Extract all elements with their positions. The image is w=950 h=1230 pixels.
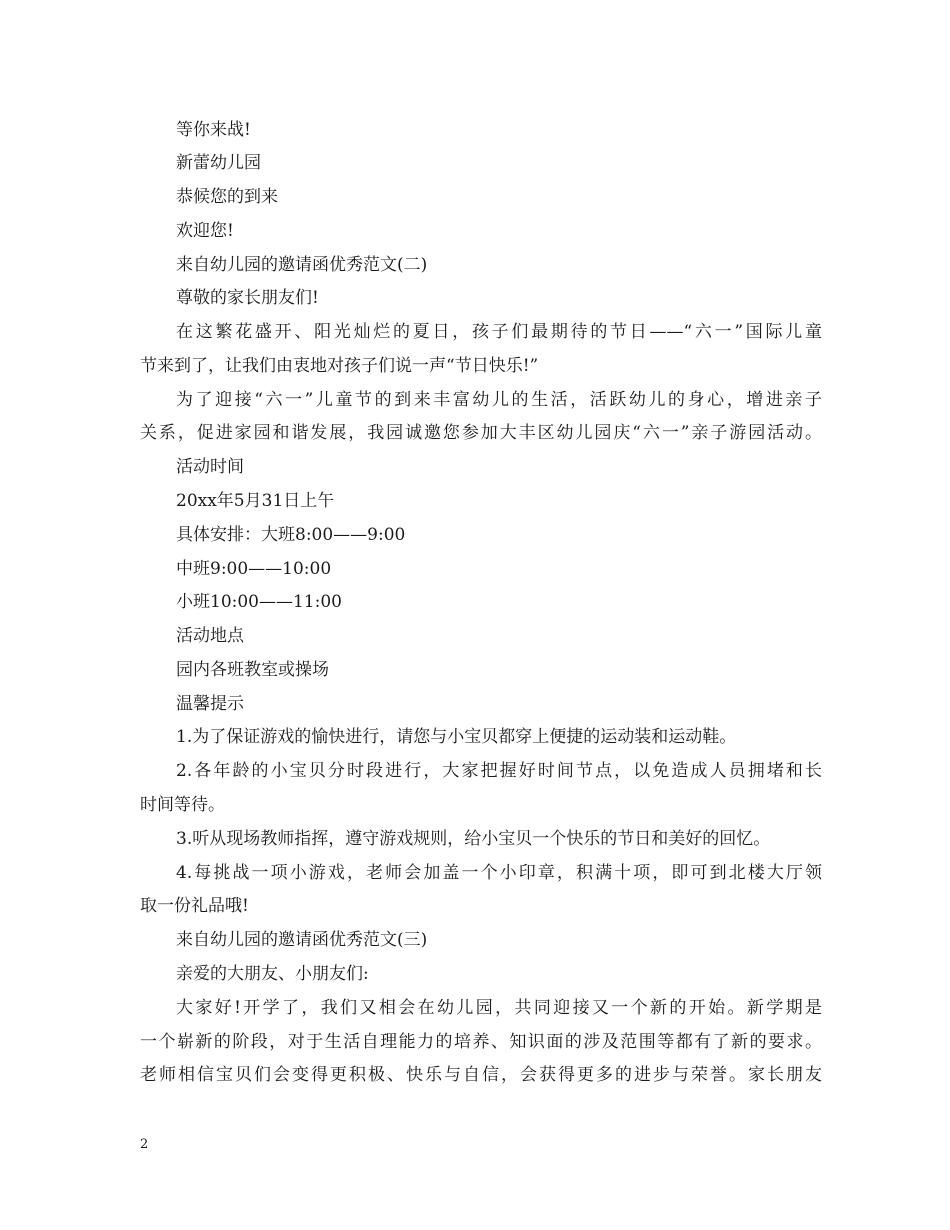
schedule-middle-class: 中班9:00——10:00 [176, 559, 332, 579]
reminder-4: 4.每挑战一项小游戏，老师会加盖一个小印章，积满十项，即可到北楼大厅领 [176, 863, 822, 883]
activity-location: 园内各班教室或操场 [176, 660, 329, 680]
closing-line-welcome: 欢迎您! [176, 221, 234, 241]
reminder-4-cont: 取一份礼品哦! [140, 896, 249, 916]
page-number: 2 [140, 1137, 149, 1152]
salutation-friends: 亲爱的大朋友、小朋友们: [176, 964, 369, 984]
closing-line-challenge: 等你来战! [176, 120, 251, 140]
heading-activity-time: 活动时间 [176, 457, 244, 477]
paragraph-line: 在这繁花盛开、阳光灿烂的夏日，孩子们最期待的节日——“六一”国际儿童 [176, 322, 822, 342]
paragraph-line: 节来到了，让我们由衷地对孩子们说一声“节日快乐!” [140, 356, 539, 376]
activity-date: 20xx年5月31日上午 [176, 491, 335, 511]
section-title-2: 来自幼儿园的邀请函优秀范文(二) [176, 255, 428, 275]
reminder-2: 2.各年龄的小宝贝分时段进行，大家把握好时间节点，以免造成人员拥堵和长 [176, 761, 822, 781]
kindergarten-name: 新蕾幼儿园 [176, 153, 261, 173]
heading-reminders: 温馨提示 [176, 694, 244, 714]
section-title-3: 来自幼儿园的邀请函优秀范文(三) [176, 930, 428, 950]
schedule-senior-class: 具体安排：大班8:00——9:00 [176, 525, 406, 545]
paragraph-line: 大家好!开学了，我们又相会在幼儿园，共同迎接又一个新的开始。新学期是 [176, 998, 822, 1018]
paragraph-line: 老师相信宝贝们会变得更积极、快乐与自信，会获得更多的进步与荣誉。家长朋友 [140, 1065, 822, 1085]
heading-activity-location: 活动地点 [176, 626, 244, 646]
reminder-1: 1.为了保证游戏的愉快进行，请您与小宝贝都穿上便捷的运动装和运动鞋。 [176, 727, 737, 747]
schedule-junior-class: 小班10:00——11:00 [176, 592, 342, 612]
reminder-2-cont: 时间等待。 [140, 795, 225, 815]
paragraph-line: 为了迎接“六一”儿童节的到来丰富幼儿的生活，活跃幼儿的身心，增进亲子 [176, 390, 822, 410]
closing-line-await: 恭候您的到来 [176, 187, 278, 207]
salutation-parents: 尊敬的家长朋友们! [176, 288, 319, 308]
paragraph-line: 关系，促进家园和谐发展，我园诚邀您参加大丰区幼儿园庆“六一”亲子游园活动。 [140, 423, 822, 443]
reminder-3: 3.听从现场教师指挥，遵守游戏规则，给小宝贝一个快乐的节日和美好的回忆。 [176, 829, 771, 849]
paragraph-line: 一个崭新的阶段，对于生活自理能力的培养、知识面的涉及范围等都有了新的要求。 [140, 1032, 822, 1052]
